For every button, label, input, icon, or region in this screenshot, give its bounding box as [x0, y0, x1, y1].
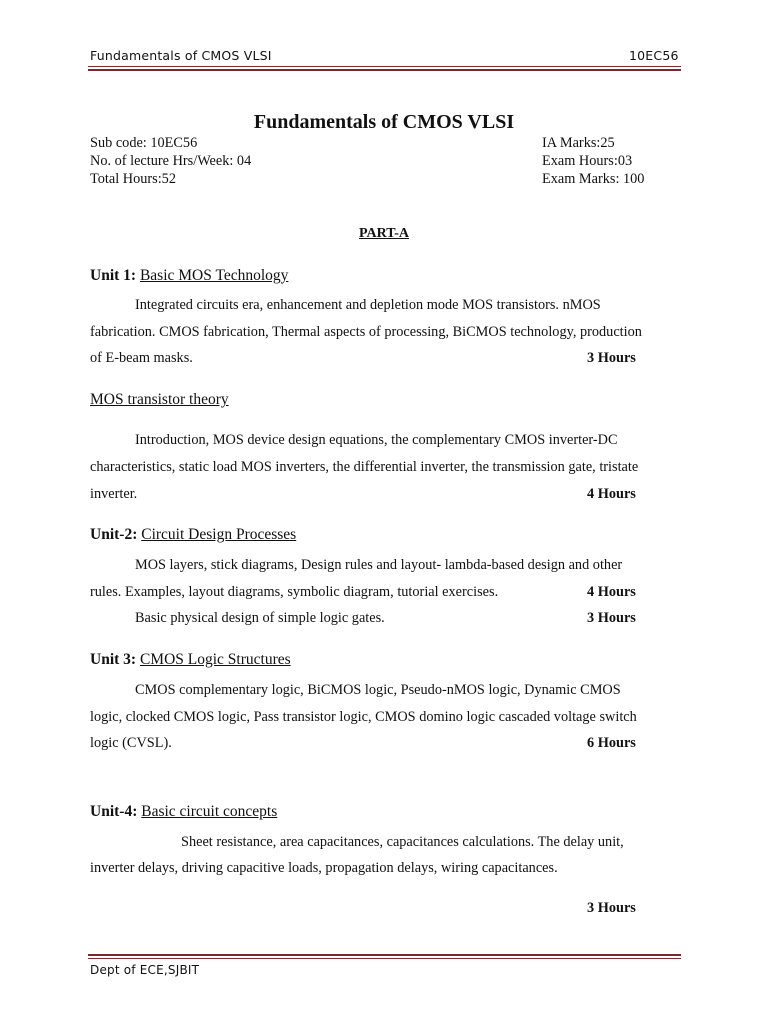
unit-hours: 4 Hours	[587, 486, 636, 502]
unit-heading	[90, 526, 296, 544]
ia-marks: IA Marks:25	[542, 135, 615, 151]
unit-line: fabrication. CMOS fabrication, Thermal aspects of processing, BiCMOS technology, production	[90, 324, 642, 340]
header-rule-thick	[88, 69, 681, 71]
unit-title: Basic MOS Technology	[139, 267, 289, 284]
footer-dept: Dept of ECE,SJBIT	[90, 963, 200, 977]
unit-title: CMOS Logic Structures	[139, 651, 291, 668]
unit-title: Basic circuit concepts	[141, 803, 278, 820]
unit-line: MOS layers, stick diagrams, Design rules and layout- lambda-based design and other	[135, 557, 623, 573]
unit-line: inverter.	[90, 486, 138, 502]
unit-line: rules. Examples, layout diagrams, symbolic diagram, tutorial exercises.	[90, 584, 499, 600]
footer-rule-thin	[88, 958, 681, 959]
unit-heading	[90, 651, 291, 669]
unit-line: logic (CVSL).	[90, 735, 172, 751]
running-header-title: Fundamentals of CMOS VLSI	[90, 48, 272, 63]
exam-marks: Exam Marks: 100	[542, 171, 645, 187]
unit-line: Basic physical design of simple logic gates.	[135, 610, 385, 626]
unit-line: inverter delays, driving capacitive loads, propagation delays, wiring capacitances.	[90, 860, 558, 876]
unit-line: characteristics, static load MOS inverters, the differential inverter, the transmission gate, tristate	[90, 459, 639, 475]
footer-rule-thick	[88, 954, 681, 956]
total-hours: Total Hours:52	[90, 171, 176, 187]
sub-code: Sub code: 10EC56	[90, 135, 198, 151]
unit-label: Unit-4:	[90, 803, 138, 820]
lecture-hours: No. of lecture Hrs/Week: 04	[90, 153, 252, 169]
running-header-code: 10EC56	[629, 48, 679, 63]
unit-label: Unit-2:	[90, 526, 138, 543]
unit-line: CMOS complementary logic, BiCMOS logic, Pseudo-nMOS logic, Dynamic CMOS	[135, 682, 621, 698]
unit-label: Unit 3:	[90, 651, 137, 668]
unit-hours: 4 Hours	[587, 584, 636, 600]
unit-line: of E-beam masks.	[90, 350, 193, 366]
exam-hours: Exam Hours:03	[542, 153, 633, 169]
unit-label: Unit 1:	[90, 267, 137, 284]
page-title: Fundamentals of CMOS VLSI	[253, 111, 515, 133]
section-heading	[90, 391, 229, 409]
section-title: MOS transistor theory	[90, 391, 229, 408]
unit-line: Integrated circuits era, enhancement and depletion mode MOS transistors. nMOS	[135, 297, 601, 313]
unit-hours: 3 Hours	[587, 900, 636, 916]
part-heading: PART-A	[358, 226, 410, 241]
unit-line: logic, clocked CMOS logic, Pass transistor logic, CMOS domino logic cascaded voltage switch	[90, 709, 637, 725]
unit-title: Circuit Design Processes	[141, 526, 297, 543]
header-rule-thin	[88, 66, 681, 67]
unit-hours: 3 Hours	[587, 610, 636, 626]
unit-line: Introduction, MOS device design equations, the complementary CMOS inverter-DC	[135, 432, 618, 448]
unit-heading	[90, 803, 277, 821]
unit-hours: 3 Hours	[587, 350, 636, 366]
unit-hours: 6 Hours	[587, 735, 636, 751]
unit-line: Sheet resistance, area capacitances, capacitances calculations. The delay unit,	[181, 834, 624, 850]
unit-heading	[90, 267, 288, 285]
